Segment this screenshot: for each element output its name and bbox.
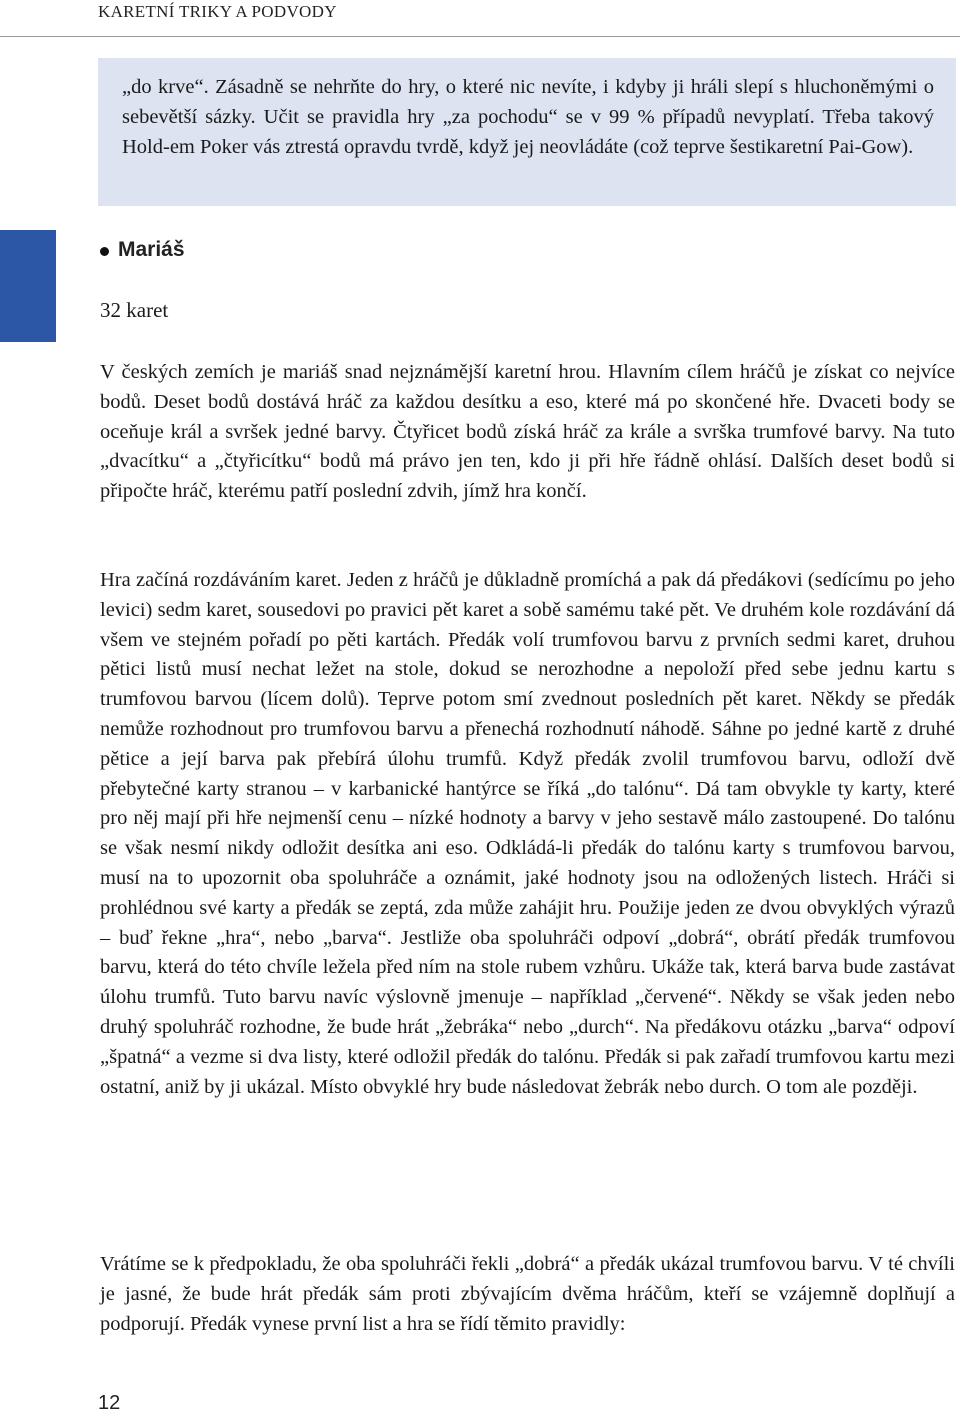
header-rule — [0, 36, 960, 37]
paragraph-text: Vrátíme se k předpokladu, že oba spoluhráči řekli „dobrá“ a předák ukázal trumfovou barvu. V té chvíli je jasné, že bude hrát předák sám proti zbývajícím dvěma hráčům, kteří se vzájemně doplňují a podporují. Předák vynese první list a hra se řídí těmito pravidly: — [100, 1253, 955, 1335]
card-count: 32 karet — [100, 298, 169, 322]
paragraph-text: V českých zemích je mariáš snad nejznámější karetní hrou. Hlavním cílem hráčů je získat co nejvíce bodů. Deset bodů dostává hráč za každou desítku a eso, které má po skončené hře. Dvaceti body se oceňuje král a svršek jedné barvy. Čtyřicet bodů získá hráč za krále a svrška trumfové barvy. Na tuto „dvacítku“ a „čtyřicítku“ bodů má právo jen ten, kdo ji při hře řádně ohlásí. Dalších deset bodů si připočte hráč, kterému patří poslední zdvih, jímž hra končí. — [100, 361, 955, 503]
paragraph-dealing — [100, 566, 955, 1102]
paragraph-scoring — [100, 358, 955, 507]
bullet-icon — [100, 247, 109, 256]
chapter-side-tab — [0, 230, 56, 342]
section-title: Mariáš — [118, 238, 185, 261]
highlight-box — [98, 58, 956, 206]
section-heading — [100, 238, 185, 262]
paragraph-text: Hra začíná rozdáváním karet. Jeden z hráčů je důkladně promíchá a pak dá předákovi (sedícímu po jeho levici) sedm karet, sousedovi po pravici pět karet a sobě samému také pět. Ve druhém kole rozdávání dá všem ve stejném pořadí po pěti kartách. Předák volí trumfovou barvu z prvních sedmi karet, druhou pětici listů musí nechat ležet na stole, dokud se nerozhodne a nepoloží před sebe jednu kartu s trumfovou barvou (lícem dolů). Teprve potom smí zvednout posledních pět karet. Někdy se předák nemůže rozhodnout pro trumfovou barvu a přenechá rozhodnutí náhodě. Sáhne po jedné kartě z druhé pětice a její barva pak přebírá úlohu trumfů. Když předák zvolil trumfovou barvu, odloží dvě přebytečné karty stranou – v karbanické hantýrce se říká „do talónu“. Dá tam obvykle ty karty, které pro něj mají při hře nejmenší cenu – nízké hodnoty a barvy v jeho sestavě málo zastoupené. Do talónu se však nesmí nikdy odložit desítka ani eso. Odkládá-li předák do talónu karty s trumfovou barvou, musí na to upozornit oba spoluhráče a oznámit, jaké hodnoty jsou na odložených listech. Hráči si prohlédnou své karty a předák se zeptá, zda může zahájit hru. Použije jeden ze dvou obvyklých výrazů – buď řekne „hra“, nebo „barva“. Jestliže oba spoluhráči odpoví „dobrá“, obrátí předák trumfovou barvu, která do této chvíle ležela před ním na stole rubem vzhůru. Ukáže tak, která barva bude zastávat úlohu trumfů. Tuto barvu navíc výslovně jmenuje – například „červené“. Někdy se však jeden nebo druhý spoluhráč rozhodne, že bude hrát „žebráka“ nebo „durch“. Na předákovu otázku „barva“ odpoví „špatná“ a vezme si dva listy, které odložil předák do talónu. Předák si pak zařadí trumfovou kartu mezi ostatní, aniž by ji ukázal. Místo obvyklé hry bude následovat žebrák nebo durch. O tom ale později. — [100, 569, 955, 1098]
running-head: KARETNÍ TRIKY A PODVODY — [98, 2, 337, 21]
page-number: 12 — [98, 1392, 121, 1414]
paragraph-play — [100, 1250, 955, 1339]
highlight-box-text: „do krve“. Zásadně se nehrňte do hry, o které nic nevíte, i kdyby ji hráli slepí s hluchoněmými o sebevětší sázky. Učit se pravidla hry „za pochodu“ se v 99 % případů nevyplatí. Třeba takový Hold-em Poker vás ztrestá opravdu tvrdě, když jej neovládáte (což teprve šestikaretní Pai-Gow). — [122, 76, 934, 158]
